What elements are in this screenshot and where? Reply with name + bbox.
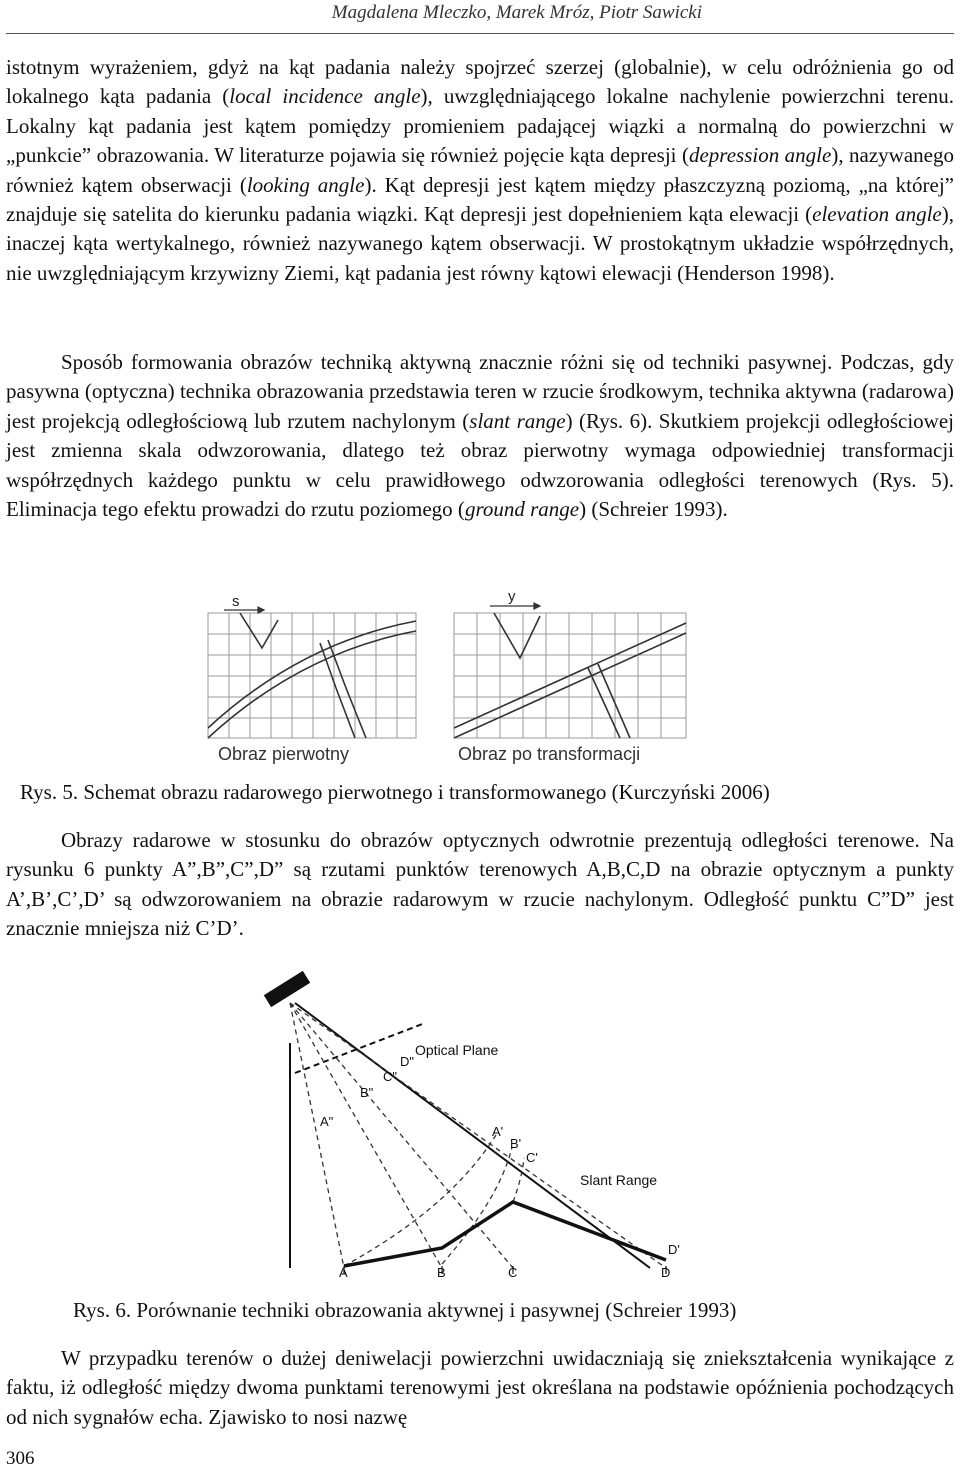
paragraph-active-passive: Sposób formowania obrazów techniką aktywną znacznie różni się od techniki pasywnej. Podczas, gdy pasywna (optyczna) technika obrazowania przedstawia teren w rzucie środkowym, technika aktywna (radarowa) jest projekcją odległościową lub rzutem nachylonym (slant range) (Rys. 6). Skutkiem projekcji odległościowej jest zmienna skala odwzorowania, dlatego też obraz pierwotny wymaga odpowiedniej transformacji współrzędnych każdego punktu w celu prawidłowego odwzorowania odległości terenowych (Rys. 5). Eliminacja tego efektu prowadzi do rzutu poziomego (ground range) (Schreier 1993). (6, 350, 954, 522)
label-c: C (508, 1265, 518, 1280)
header-rule (6, 33, 954, 34)
fig5-left-axis-label: s (232, 593, 240, 610)
label-d1: D' (668, 1242, 680, 1257)
figure-6-caption: Rys. 6. Porównanie techniki obrazowania aktywnej i pasywnej (Schreier 1993) (73, 1298, 737, 1322)
figure-5-radar-images (200, 588, 696, 768)
label-c1: C' (526, 1150, 538, 1165)
sensor-icon (264, 971, 310, 1007)
label-d2: D" (400, 1054, 415, 1069)
fig5-right-caption: Obraz po transformacji (458, 744, 641, 764)
label-a: A (339, 1265, 348, 1280)
page-number: 306 (6, 1448, 35, 1469)
label-c2: C" (383, 1069, 398, 1084)
label-a2: A" (320, 1114, 334, 1129)
fig5-right-axis-label: y (508, 588, 516, 605)
label-a1: A' (492, 1124, 504, 1139)
paragraph-incidence-angle: istotnym wyrażeniem, gdyż na kąt padania należy spojrzeć szerzej (globalnie), w celu odróżnienia go od lokalnego kąta padania (local incidence angle), uwzględniającego lokalne nachylenie powierzchni terenu. Lokalny kąt padania jest kątem pomiędzy promieniem padającej wiązki a normalną do powierzchni w „punkcie” obrazowania. W literaturze pojawia się również pojęcie kąta depresji (depression angle), nazywanego również kątem obserwacji (looking angle). Kąt depresji jest kątem między płaszczyzną poziomą, „na której” znajduje się satelita do kierunku padania wiązki. Kąt depresji jest dopełnieniem kąta elewacji (elevation angle), inaczej kąta wertykalnego, również nazywanego kątem obserwacji. W prostokątnym układzie współrzędnych, nie uwzględniającym krzywizny Ziemi, kąt padania jest równy kątowi elewacji (Henderson 1998). (6, 55, 955, 285)
label-b2: B" (360, 1085, 374, 1100)
figure-5-caption: Rys. 5. Schemat obrazu radarowego pierwotnego i transformowanego (Kurczyński 2006) (20, 780, 770, 804)
paragraph-terrain-distortion: W przypadku terenów o dużej deniwelacji powierzchni uwidaczniają się zniekształcenia wynikające z faktu, iż odległość między dwoma punktami terenowymi jest określana na podstawie opóźnienia pochodzących od nich sygnałów echa. Zjawisko to nosi nazwę (6, 1346, 954, 1429)
fig5-left-caption: Obraz pierwotny (218, 744, 350, 764)
label-d: D (661, 1265, 671, 1280)
slant-range-label: Slant Range (580, 1172, 658, 1188)
optical-plane-label: Optical Plane (415, 1042, 499, 1058)
label-b: B (437, 1265, 446, 1280)
label-b1: B' (510, 1136, 522, 1151)
running-header: Magdalena Mleczko, Marek Mróz, Piotr Sawicki (331, 2, 702, 23)
figure-6-imaging-comparison (250, 968, 720, 1286)
paragraph-optical-vs-radar: Obrazy radarowe w stosunku do obrazów optycznych odwrotnie prezentują odległości terenowe. Na rysunku 6 punkty A”,B”,C”,D” są rzutami punktów terenowych A,B,C,D na obrazie optycznym a punkty A’,B’,C’,D’ są odwzorowaniem na obrazie radarowym w rzucie nachylonym. Odległość punktu C”D” jest znacznie mniejsza niż C’D’. (6, 828, 954, 941)
